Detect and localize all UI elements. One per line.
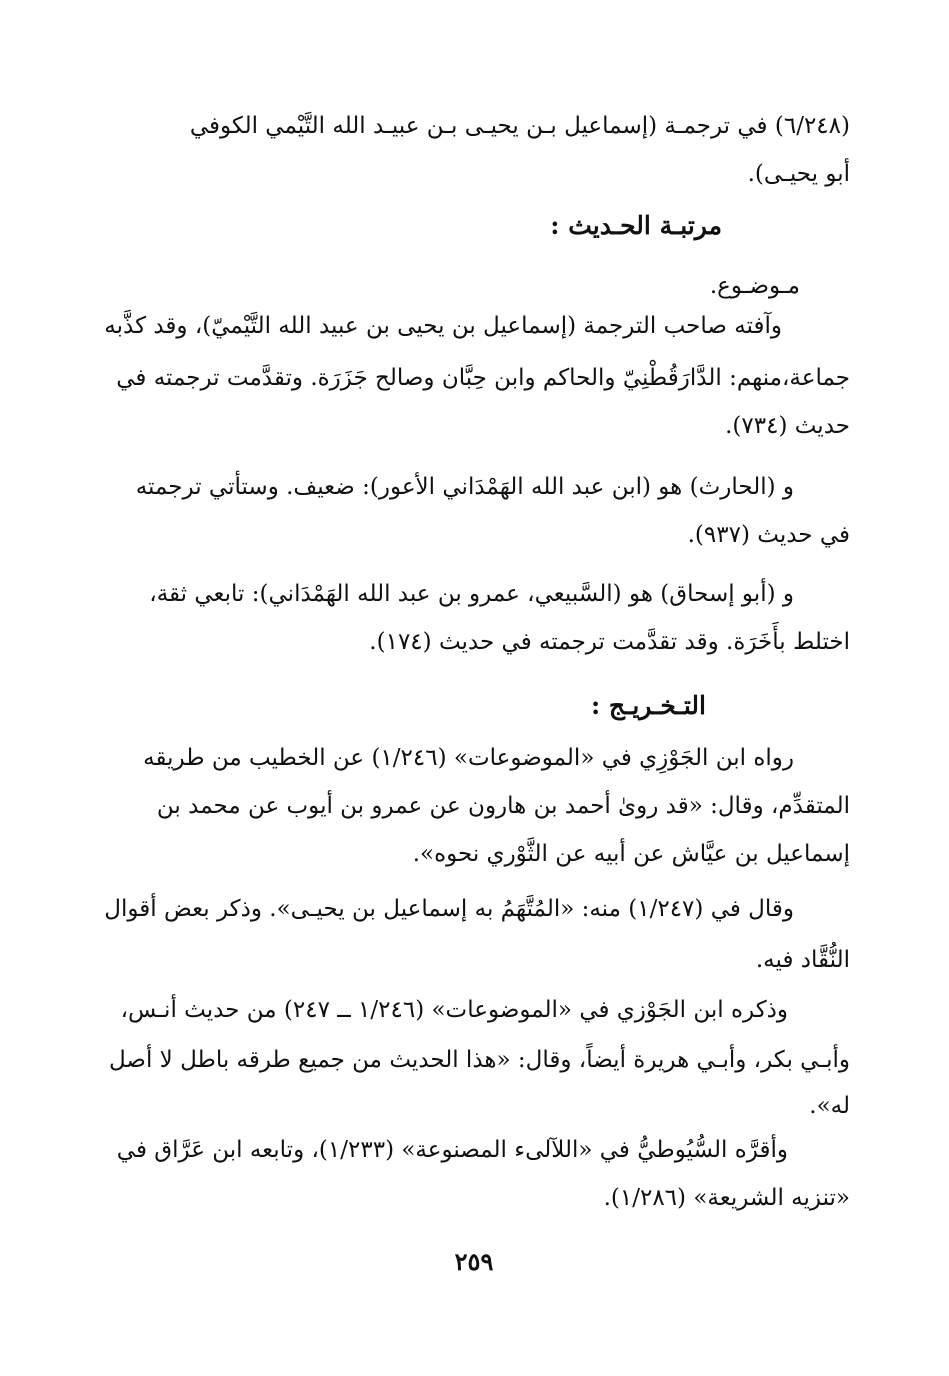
paragraph-line: حديث (٧٣٤). — [725, 413, 850, 439]
paragraph-line: اختلط بأَخَرَة. وقد تقدَّمت ترجمته في حديث (١٧٤). — [369, 629, 850, 655]
paragraph-line: «تنزيه الشريعة» (١/٢٨٦). — [603, 1185, 850, 1211]
paragraph-line: جماعة،منهم: الدَّارَقُطْنِيّ والحاكم وابن حِبَّان وصالح جَزَرَة. وتقدَّمت ترجمته في — [116, 365, 850, 391]
paragraph-line: النُّقَّاد فيه. — [755, 947, 850, 973]
paragraph-line: إسماعيل بن عيَّاش عن أبيه عن الثَّوْري نحوه». — [412, 841, 850, 867]
paragraph-line: وآفته صاحب الترجمة (إسماعيل بن يحيى بن عبيد الله التَّيْميّ)، وقد كذَّبه — [104, 313, 782, 339]
page-number: ٢٥٩ — [454, 1247, 494, 1276]
paragraph-line: وذكره ابن الجَوْزي في «الموضوعات» (١/٢٤٦ ــ ٢٤٧) من حديث أنـس، — [120, 997, 788, 1023]
paragraph-line: (٦/٢٤٨) في ترجمـة (إسماعيل بـن يحيـى بـن عبيـد الله التَّيْمي الكوفي — [189, 113, 850, 139]
paragraph-line: أبو يحيـى). — [747, 161, 850, 187]
paragraph-line: و (أبو إسحاق) هو (السَّبيعي، عمرو بن عبد الله الهَمْدَاني): تابعي ثقة، — [149, 581, 794, 607]
section-heading-takhrij: التـخـريـج : — [590, 691, 706, 720]
paragraph-line: مـوضـوع. — [709, 273, 800, 299]
paragraph-line: و (الحارث) هو (ابن عبد الله الهَمْدَاني الأعور): ضعيف. وستأتي ترجمته — [135, 474, 794, 500]
paragraph-line: في حديث (٩٣٧). — [687, 522, 850, 548]
paragraph-line: وقال في (١/٢٤٧) منه: «المُتَّهَمُ به إسماعيل بن يحيـى». وذكر بعض أقوال — [104, 896, 794, 922]
paragraph-line: المتقدِّم، وقال: «قد روىٰ أحمد بن هارون عن عمرو بن أيوب عن محمد بن — [156, 793, 850, 819]
paragraph-line: رواه ابن الجَوْزِي في «الموضوعات» (١/٢٤٦) عن الخطيب من طريقه — [143, 745, 794, 771]
paragraph-line: وأبـي بكر، وأبـي هريرة أيضاً، وقال: «هذا الحديث من جميع طرقه باطل لا أصل — [109, 1047, 850, 1073]
paragraph-line: له». — [809, 1093, 850, 1119]
paragraph-line: وأقرَّه السُّيُوطيُّ في «اللآلىء المصنوعة» (١/٢٣٣)، وتابعه ابن عَرَّاق في — [116, 1137, 788, 1163]
section-heading-rank: مرتبـة الحـديث : — [550, 211, 722, 240]
